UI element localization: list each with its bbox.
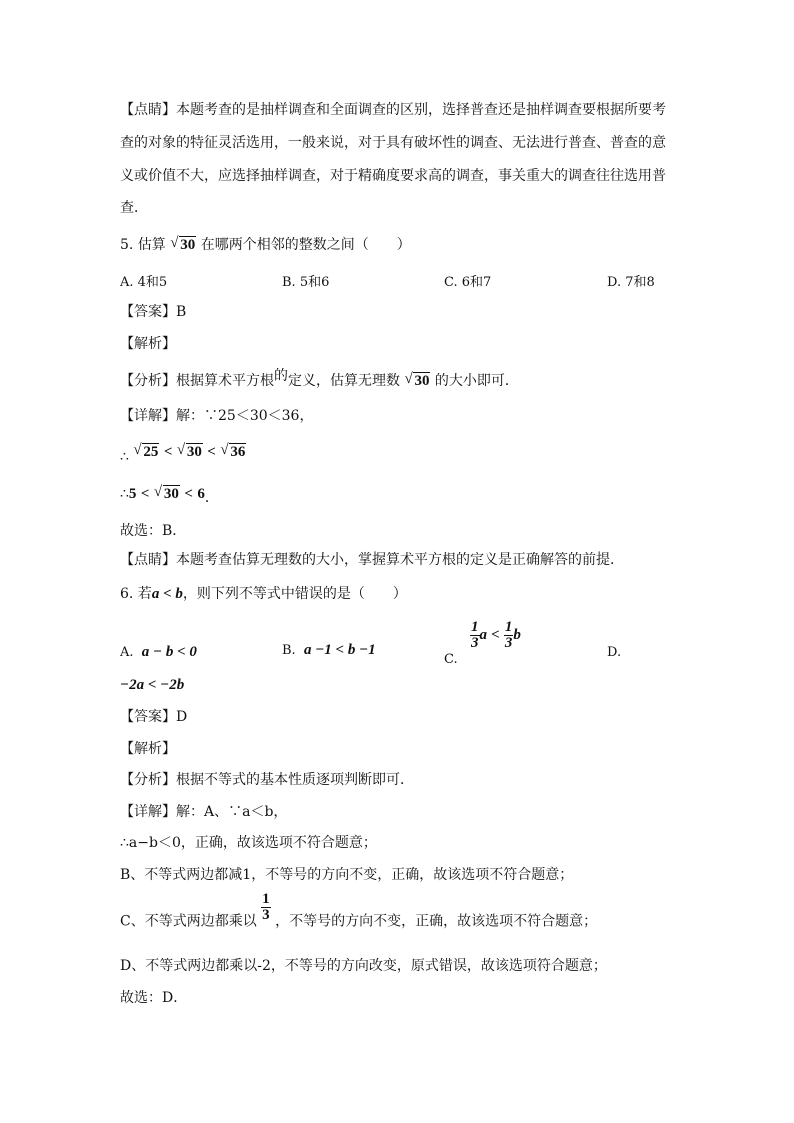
q5-inequality-2: ∴5 < √ 30 < 6．	[120, 484, 219, 506]
q5-guxuan: 故选：B．	[120, 523, 187, 539]
q5-jiexi: 【解析】	[120, 336, 176, 352]
q6-stem: 6. 若a < b，则下列不等式中错误的是（ ）	[120, 586, 407, 602]
q6-option-d-label: D.	[607, 645, 622, 660]
q6-jiexi: 【解析】	[120, 741, 176, 757]
q6-option-d-math: −2a < −2b	[120, 677, 185, 693]
dianjing-line-3: 义或价值不大，应选择抽样调查，对于精确度要求高的调查，事关重大的调查往往选用普	[120, 168, 666, 184]
q5-prefix: 5. 估算	[120, 237, 166, 253]
q6-xiangjie: 【详解】解：A、∵a＜b，	[120, 804, 288, 820]
q5-option-c: C. 6和7	[444, 275, 492, 290]
q5-suffix: 在哪两个相邻的整数之间（ ）	[200, 237, 411, 253]
q6-option-a: A. a − b < 0	[120, 644, 197, 660]
q5-dianjing: 【点睛】本题考查估算无理数的大小，掌握算术平方根的定义是正确解答的前提．	[120, 552, 624, 568]
q5-option-d: D. 7和8	[607, 275, 655, 290]
dianjing-line-4: 查．	[120, 200, 148, 216]
q5-option-b: B. 5和6	[282, 275, 330, 290]
dianjing-line-1: 【点睛】本题考查的是抽样调查和全面调查的区别，选择普查还是抽样调查要根据所要考	[120, 102, 666, 118]
q6-line-a: ∴a−b＜0，正确，故该选项不符合题意；	[120, 835, 377, 851]
q6-line-d: D、不等式两边都乘以-2，不等号的方向改变，原式错误，故该选项符合题意；	[120, 958, 607, 974]
q5-answer: 【答案】B	[120, 304, 187, 320]
q6-fenxi: 【分析】根据不等式的基本性质逐项判断即可．	[120, 772, 414, 788]
q6-answer: 【答案】D	[120, 709, 188, 725]
q5-xiangjie: 【详解】解：∵25＜30＜36，	[120, 408, 314, 424]
q6-option-b: B. a −1 < b −1	[282, 642, 376, 658]
dianjing-line-2: 查的对象的特征灵活选用，一般来说，对于具有破坏性的调查、无法进行普查、普查的意	[120, 135, 666, 151]
q6-line-c: C、不等式两边都乘以 $\frac{1}{3}$ ，不等号的方向不变，正确，故该选项不符合题意；	[120, 891, 598, 930]
q6-guxuan: 故选：D．	[120, 990, 188, 1006]
q5-stem	[120, 236, 411, 254]
sqrt-30: √ 30	[170, 235, 196, 253]
q6-line-b: B、不等式两边都减1，不等号的方向不变，正确，故该选项不符合题意；	[120, 867, 574, 883]
q6-condition: a < b	[151, 586, 183, 602]
q5-option-a: A. 4和5	[120, 275, 168, 290]
q5-inequality-1: ∴ √ 25 < √ 30 < √ 36	[120, 442, 246, 465]
sqrt-30: √ 30	[404, 371, 430, 389]
q5-fenxi: 【分析】根据算术平方根的定义，估算无理数 √ 30 的大小即可．	[120, 368, 519, 389]
q6-option-c: C. $\frac{1}{3}$ a < $\frac{1}{3}$ b	[444, 619, 521, 667]
